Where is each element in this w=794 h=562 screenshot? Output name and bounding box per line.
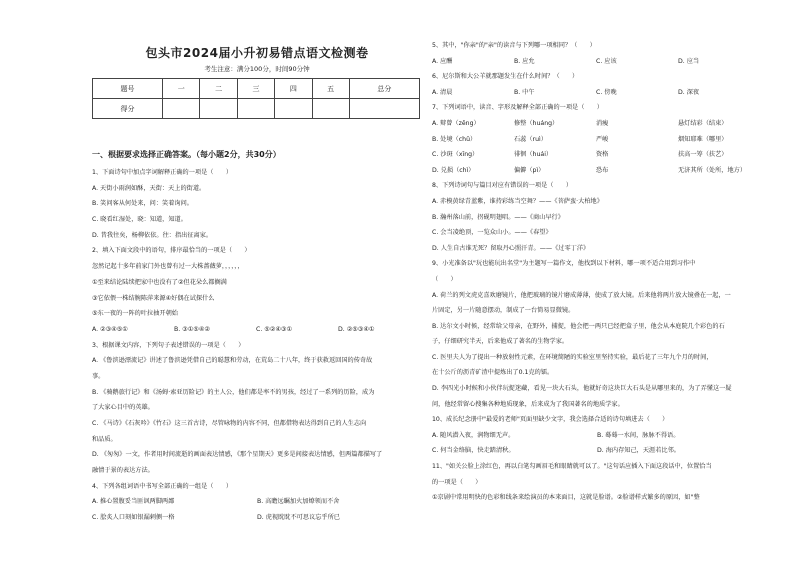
option-d[interactable]: D. 虎视眈眈不可思议忘乎所已 <box>257 514 340 522</box>
question-line: C. 晓看红湿处，晓：知道，知道。 <box>92 216 187 224</box>
question-line: B. 《骑鹅旅行记》和《汤姆·索亚历险记》的主人公，他们都是率不的男孩，经过了一系列的历险，成为 <box>92 388 375 396</box>
question-line: 6、尼尔斯和大公羊就那题发生在什么时间？（ ） <box>432 73 579 81</box>
question-line: 的一项是（ ） <box>432 478 482 486</box>
question-line: A. 《鲁滨逊漂流记》讲述了鲁滨逊凭借自己的聪慧和劳动，在荒岛二十八年，终于获救返回国的传奇故 <box>92 357 373 365</box>
table-cell: 得分 <box>93 99 163 119</box>
option-c[interactable]: C. 何当金络脑，快走踏清秋。 <box>432 447 515 455</box>
answer-row[interactable] <box>432 132 784 148</box>
question-line: A. 天街小雨润如酥，天街：天上的街道。 <box>92 184 206 192</box>
question-line: ③它依偎一株结腕陈萍来源④好偶在试探什么 <box>92 294 215 302</box>
question-line[interactable]: A. 赤模黄绿青蓝紫，谁持彩练当空舞？——《菩萨蛮·大柏地》 <box>432 197 603 205</box>
score-cell[interactable] <box>312 99 349 119</box>
question-line: 了大家心目中的英雄。 <box>92 404 154 412</box>
question-line[interactable]: C. 医里夫人为了提出一种放射性元素，在环境简陋的实验室里坚持实验，最后花了三年九个月的时间， <box>432 353 713 361</box>
question-line: 子，仔细研究半天，后来他成了著名的生物学家。 <box>432 338 569 346</box>
question-line: 1、下面诗句中加点字词解释正确的一项是（ ） <box>92 169 233 176</box>
section-heading: 一、根据要求选择正确答案。（每小题2分，共30分） <box>92 150 281 159</box>
option-b[interactable]: B. 中午 <box>514 88 535 96</box>
question-line: ⑤东一夜的一阵的叶拉抽开朝始 <box>92 310 178 318</box>
option-cell: 无济其所（处所，地方） <box>678 166 747 174</box>
option-d[interactable]: D. ②⑤③④① <box>338 325 375 333</box>
question-line: 在十公斤的沥青矿渣中提炼出了0.1克的镭。 <box>432 369 554 377</box>
option-cell: 悬灯结彩（结束） <box>678 119 728 127</box>
question-line: 7、下列词语中，读音、字形及解释全部正确的一项是（ ） <box>432 104 603 112</box>
option-a[interactable]: A. ②③④⑤① <box>92 325 128 333</box>
option-a[interactable]: A. 应酬 <box>432 57 453 65</box>
option-cell: A. 辩曾（zēng） <box>432 119 480 127</box>
option-cell: 扶高一筹（扶艺） <box>678 151 728 159</box>
question-line: 和品质。 <box>92 435 117 443</box>
question-line: 4、下列各组词语中书写全部正确的一组是（ ） <box>92 482 233 490</box>
question-line: 问，他经常留心搜集各种地质现象，后来成为了我国著名的地质学家。 <box>432 400 624 408</box>
option-a[interactable]: A. 随风潜入夜，润物细无声。 <box>432 431 515 439</box>
option-b[interactable]: B. 蓦蓦一水间，脉脉不得语。 <box>597 431 680 439</box>
option-a[interactable]: A. 清晨 <box>432 88 453 96</box>
option-cell: D. 兑损（chì） <box>432 166 475 174</box>
score-cell[interactable] <box>237 99 274 119</box>
question-line: 8、下列诗词句与篇目对应有错误的一项是（ ） <box>432 182 573 190</box>
table-cell: 题号 <box>93 79 163 99</box>
score-table-header-row <box>93 79 420 99</box>
question-line: 5、其中，"你亲"的"亲"的读音与下列哪一项相同？（ ） <box>432 42 596 49</box>
question-line: D. 昔我往矣，杨柳依依。往：指出征离家。 <box>92 231 213 239</box>
score-table-score-row <box>93 99 420 119</box>
exam-note: 考生注意：满分100分，时间90分钟 <box>204 65 310 73</box>
score-cell[interactable] <box>349 99 419 119</box>
left-question-block <box>92 165 422 526</box>
score-cell[interactable] <box>200 99 237 119</box>
option-cell: 石蕊（ruì） <box>514 135 547 143</box>
option-c[interactable]: C. 傍晚 <box>596 88 617 96</box>
question-line: 片固定，另一片随意摆动，制成了一台简易显微镜。 <box>432 307 575 315</box>
question-line: 3、根据课文内容，下列句子表述错误的一项是（ ） <box>92 341 245 349</box>
answer-options <box>432 428 784 444</box>
question-line: 11、"如关公脸上涂红色，再以白笔勾画眉毛和眼睛就可以了。"这句话应插入下面这段话中，位置恰当 <box>432 463 712 471</box>
question-line[interactable]: D. 李四光小时候和小伙伴玩捉迷藏，看见一块大石头，他就好奇这块巨大石头是从哪里来的，为了弄懂这一疑 <box>432 385 732 393</box>
score-cell[interactable] <box>163 99 200 119</box>
question-line: C. 《马诗》《石灰吟》《竹石》这三首古诗，尽管咏物的内容不同，但都借物表达得到自己的人生志向 <box>92 420 367 427</box>
question-line: D. 《匆匆》一文，作者用时间流逝的画面表达情感，《那个星期天》更多是间接表达情感，但两篇都描写了 <box>92 451 383 459</box>
question-line: 事。 <box>92 372 105 380</box>
option-c[interactable]: C. 应该 <box>596 57 617 65</box>
table-cell: 五 <box>312 79 349 99</box>
question-line[interactable]: B. 达尔文小时候，经常给父母亲，在野外，捕捉，他会把一两只已经把盒子里，他会从本庭院几个彩色的石 <box>432 322 725 330</box>
question-line[interactable]: D. 人生自古谁无死？留取丹心照汗青。——《过零丁洋》 <box>432 244 590 252</box>
question-line: 2、填入下面文段中的语句，排序最恰当的一项是（ ） <box>92 247 251 255</box>
option-cell: 恐布 <box>596 166 609 174</box>
question-line: （ ） <box>432 275 457 283</box>
table-cell: 总分 <box>349 79 419 99</box>
answer-options <box>432 54 784 70</box>
question-line: 10、成长纪念册中"最爱的老师"页面里缺少文字，我会选择合适的诗句填进去（ ） <box>432 416 669 424</box>
page-title: 包头市2024届小升初易错点语文检测卷 <box>145 46 369 60</box>
right-question-block <box>432 38 784 506</box>
table-cell: 二 <box>200 79 237 99</box>
question-line: ①至来结论陆续把家中也没有了②但花朵么都搁满 <box>92 278 227 286</box>
option-cell: 烟知耶难（哪里） <box>678 135 728 143</box>
option-cell: 偏僻（pì） <box>514 166 545 174</box>
option-d[interactable]: D. 海内存知己，天涯若比邻。 <box>597 447 680 455</box>
option-b[interactable]: B. 应允 <box>514 57 535 65</box>
option-cell: B. 处境（chǔ） <box>432 135 477 143</box>
answer-options <box>92 510 422 526</box>
option-d[interactable]: D. 应当 <box>678 57 700 65</box>
table-cell: 一 <box>163 79 200 99</box>
question-line: 融情于景的表达方法。 <box>92 467 154 475</box>
question-line[interactable]: A. 荷兰的列文虎克喜欢磨镜片，他把玻璃的镜片磨成薄薄，使成了放大镜。后来他将两片放大镜叠在一起，一 <box>432 291 731 299</box>
option-cell: 消瘦 <box>596 119 609 127</box>
option-cell: C. 沙斑（xīng） <box>432 151 479 159</box>
answer-options <box>92 322 422 338</box>
answer-row[interactable] <box>432 147 784 163</box>
table-cell: 三 <box>237 79 274 99</box>
option-cell: 徘徊（huái） <box>514 151 553 159</box>
answer-row[interactable] <box>432 116 784 132</box>
question-line: 忽然记起十多年前家门外也曾有过一大株蔷薇萝，，，，，， <box>92 263 244 271</box>
option-cell: 资格 <box>596 151 609 159</box>
option-a[interactable]: A. 推心置腹妥当匪讽两脚两鄙 <box>92 498 175 506</box>
score-table <box>92 78 420 119</box>
question-line[interactable]: C. 会当凌绝顶，一览众山小。——《春望》 <box>432 229 552 237</box>
option-c[interactable]: C. 脍炙人口刻如银漏刺侧一格 <box>92 514 175 522</box>
option-d[interactable]: D. 深夜 <box>678 88 700 96</box>
option-c[interactable]: C. ⑤②④③① <box>256 325 292 333</box>
question-line: 9、小光准备以"玩也能玩出名堂"为主题写一篇作文，他找到以下材料，哪一项不适合用到习作中 <box>432 260 696 268</box>
option-b[interactable]: B. 高瞻远瞩加火加燎领而不舍 <box>257 498 340 506</box>
question-line: B. 笑问客从何处来，问：笑着询问。 <box>92 200 193 208</box>
answer-options <box>92 494 422 510</box>
answer-options <box>432 85 784 101</box>
question-line[interactable]: B. 瀚州落山前，拐砚明翅唱。——《商山早行》 <box>432 213 564 221</box>
option-cell: 修整（huáng） <box>514 119 559 127</box>
answer-row[interactable] <box>432 163 784 179</box>
question-line: ①京剧中常用明快的色彩和线条来绘演员的本来面目，这就是脸谱。②脸谱样式繁多的原因，如"整 <box>432 494 700 502</box>
answer-options <box>432 443 784 459</box>
option-b[interactable]: B. ③①⑤④② <box>174 325 210 333</box>
score-cell[interactable] <box>275 99 312 119</box>
table-cell: 四 <box>275 79 312 99</box>
option-cell: 严峻 <box>596 135 609 143</box>
